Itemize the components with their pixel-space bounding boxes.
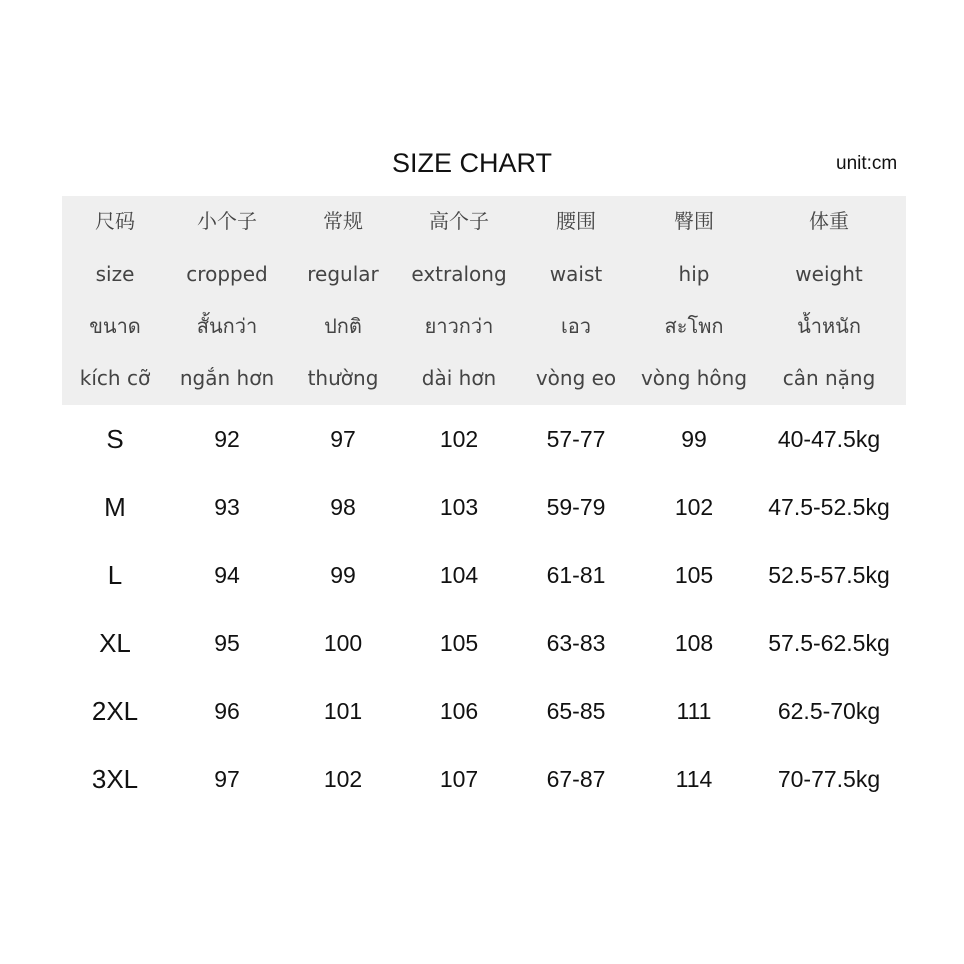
table-cell: 99 [330, 562, 356, 588]
table-cell: 102 [323, 766, 363, 792]
table-cell: 102 [439, 426, 479, 452]
table-cell: 97 [330, 426, 356, 452]
header-cell: extralong [411, 262, 507, 286]
header-cell: cân nặng [782, 366, 876, 390]
header-cell: เอว [560, 314, 592, 338]
table-cell: 59-79 [546, 494, 606, 520]
header-cell: สั้นกว่า [196, 314, 258, 338]
header-cell: 体重 [809, 209, 849, 233]
header-cell: vòng eo [535, 366, 617, 390]
table-cell: 98 [330, 494, 356, 520]
size-label-cell: M [104, 492, 126, 522]
table-cell: 96 [214, 698, 240, 724]
table-cell: 97 [214, 766, 240, 792]
table-cell: 105 [674, 562, 714, 588]
table-cell: 104 [439, 562, 479, 588]
header-cell: 尺码 [95, 209, 135, 233]
table-cell: 99 [681, 426, 707, 452]
header-cell: ปกติ [324, 314, 362, 338]
table-cell: 47.5-52.5kg [768, 494, 890, 520]
header-cell: weight [795, 262, 863, 286]
table-cell: 107 [439, 766, 479, 792]
table-cell: 57.5-62.5kg [768, 630, 890, 656]
table-cell: 106 [439, 698, 479, 724]
table-cell: 61-81 [546, 562, 606, 588]
page-title: SIZE CHART [391, 148, 553, 178]
header-cell: hip [678, 262, 710, 286]
table-cell: 101 [323, 698, 363, 724]
header-cell: dài hơn [421, 366, 497, 390]
table-cell: 57-77 [546, 426, 606, 452]
header-cell: size [95, 262, 135, 286]
header-cell: 臀围 [674, 209, 714, 233]
header-cell: waist [549, 262, 603, 286]
table-cell: 114 [675, 766, 713, 792]
header-cell: regular [307, 262, 379, 286]
size-label-cell: 2XL [91, 696, 139, 726]
unit-label: unit:cm [836, 153, 898, 174]
table-cell: 63-83 [546, 630, 606, 656]
size-label-cell: 3XL [91, 764, 139, 794]
table-cell: 95 [214, 630, 240, 656]
table-cell: 108 [674, 630, 714, 656]
table-cell: 92 [214, 426, 240, 452]
header-cell: cropped [186, 262, 268, 286]
table-cell: 93 [214, 494, 240, 520]
table-cell: 103 [439, 494, 479, 520]
table-cell: 70-77.5kg [777, 766, 881, 792]
header-cell: ngắn hơn [179, 366, 275, 390]
table-cell: 111 [676, 698, 712, 724]
header-cell: vòng hông [640, 366, 748, 390]
header-cell: thường [307, 366, 379, 390]
header-cell: น้ำหนัก [797, 314, 861, 338]
header-cell: kích cỡ [79, 366, 151, 390]
header-cell: ขนาด [89, 314, 141, 338]
table-cell: 52.5-57.5kg [768, 562, 890, 588]
header-cell: 腰围 [556, 209, 596, 233]
size-label-cell: S [106, 424, 124, 454]
table-cell: 40-47.5kg [777, 426, 881, 452]
table-cell: 100 [323, 630, 363, 656]
table-cell: 67-87 [546, 766, 606, 792]
header-cell: 常规 [323, 209, 363, 233]
table-cell: 105 [439, 630, 479, 656]
table-cell: 94 [214, 562, 240, 588]
size-label-cell: XL [99, 628, 131, 658]
header-cell: 小个子 [197, 209, 257, 233]
table-cell: 102 [674, 494, 714, 520]
header-cell: ยาวกว่า [424, 314, 494, 338]
table-cell: 65-85 [546, 698, 606, 724]
header-cell: สะโพก [664, 314, 724, 338]
table-cell: 62.5-70kg [777, 698, 881, 724]
header-cell: 高个子 [429, 209, 489, 233]
size-label-cell: L [107, 560, 123, 590]
